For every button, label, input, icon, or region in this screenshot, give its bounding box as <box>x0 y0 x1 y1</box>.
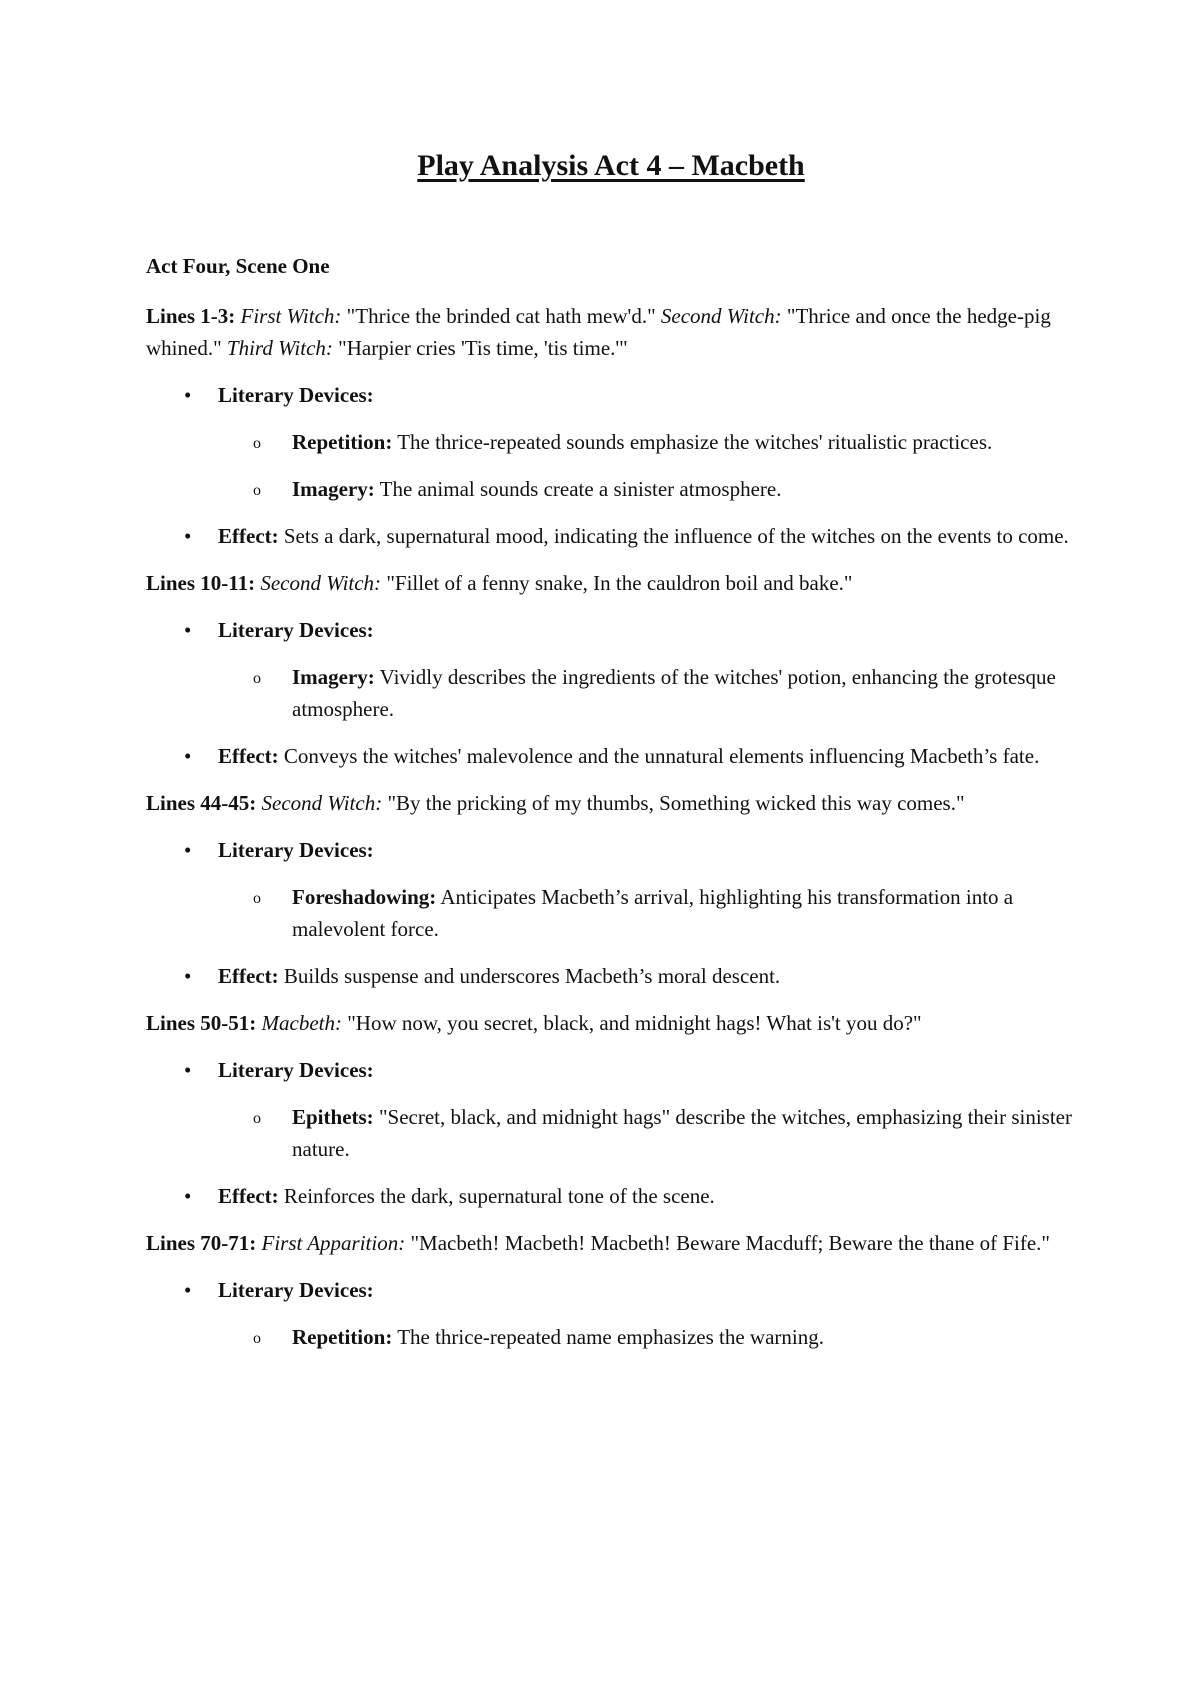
entry-quote <box>146 567 1076 599</box>
speaker-name: Macbeth: <box>261 1011 342 1035</box>
page-title: Play Analysis Act 4 – Macbeth <box>417 149 805 182</box>
literary-devices-label: Literary Devices: <box>218 1058 374 1082</box>
effect-bullet <box>146 1180 1076 1212</box>
speaker-name: Second Witch: <box>261 791 383 815</box>
effect-bullet <box>146 960 1076 992</box>
device-name: Foreshadowing: <box>292 885 437 909</box>
device-item <box>146 1101 1076 1165</box>
effect-text: Builds suspense and underscores Macbeth’s moral descent. <box>278 964 781 988</box>
device-name: Epithets: <box>292 1105 374 1129</box>
literary-devices-bullet <box>146 1054 1076 1086</box>
quote-text: "How now, you secret, black, and midnight hags! What is't you do?" <box>341 1011 922 1035</box>
line-reference: Lines 44-45: <box>146 791 257 815</box>
line-reference: Lines 70-71: <box>146 1231 257 1255</box>
effect-label: Effect: <box>218 964 279 988</box>
device-name: Repetition: <box>292 1325 393 1349</box>
effect-bullet <box>146 520 1076 552</box>
device-text: Vividly describes the ingredients of the witches' potion, enhancing the grotesque atmosphere. <box>292 665 1056 721</box>
device-text: The thrice-repeated sounds emphasize the witches' ritualistic practices. <box>392 430 993 454</box>
literary-devices-label: Literary Devices: <box>218 618 374 642</box>
literary-devices-bullet <box>146 614 1076 646</box>
device-name: Imagery: <box>292 477 375 501</box>
device-name: Repetition: <box>292 430 393 454</box>
speaker-name: Third Witch: <box>226 336 333 360</box>
device-name: Imagery: <box>292 665 375 689</box>
effect-text: Reinforces the dark, supernatural tone of the scene. <box>278 1184 715 1208</box>
line-reference: Lines 50-51: <box>146 1011 257 1035</box>
literary-devices-bullet <box>146 1274 1076 1306</box>
literary-devices-label: Literary Devices: <box>218 383 374 407</box>
entry-quote <box>146 787 1076 819</box>
line-reference: Lines 1-3: <box>146 304 236 328</box>
quote-text: "By the pricking of my thumbs, Something wicked this way comes." <box>382 791 965 815</box>
device-item <box>146 661 1076 725</box>
quote-text: "Thrice and once the hedge-pig whined." <box>146 304 1051 360</box>
literary-devices-label: Literary Devices: <box>218 838 374 862</box>
speaker-name: First Witch: <box>240 304 342 328</box>
device-text: The thrice-repeated name emphasizes the warning. <box>392 1325 824 1349</box>
quote-text: "Macbeth! Macbeth! Macbeth! Beware Macduff; Beware the thane of Fife." <box>405 1231 1050 1255</box>
effect-text: Conveys the witches' malevolence and the unnatural elements influencing Macbeth’s fate. <box>278 744 1040 768</box>
device-text: The animal sounds create a sinister atmosphere. <box>374 477 782 501</box>
effect-bullet <box>146 740 1076 772</box>
literary-devices-bullet <box>146 834 1076 866</box>
effect-label: Effect: <box>218 744 279 768</box>
device-item <box>146 1321 1076 1353</box>
speaker-name: First Apparition: <box>261 1231 406 1255</box>
device-item <box>146 426 1076 458</box>
speaker-name: Second Witch: <box>660 304 782 328</box>
effect-label: Effect: <box>218 524 279 548</box>
speaker-name: Second Witch: <box>260 571 382 595</box>
literary-devices-label: Literary Devices: <box>218 1278 374 1302</box>
quote-text: "Harpier cries 'Tis time, 'tis time.'" <box>332 336 628 360</box>
entry-quote <box>146 1007 1076 1039</box>
scene-heading: Act Four, Scene One <box>146 254 330 278</box>
analysis-entries <box>146 300 1076 1368</box>
device-item <box>146 473 1076 505</box>
effect-text: Sets a dark, supernatural mood, indicating the influence of the witches on the events to come. <box>278 524 1069 548</box>
line-reference: Lines 10-11: <box>146 571 256 595</box>
entry-quote <box>146 1227 1076 1259</box>
quote-text: "Fillet of a fenny snake, In the cauldron boil and bake." <box>381 571 853 595</box>
device-item <box>146 881 1076 945</box>
quote-text: "Thrice the brinded cat hath mew'd." <box>341 304 661 328</box>
effect-label: Effect: <box>218 1184 279 1208</box>
device-text: Anticipates Macbeth’s arrival, highlighting his transformation into a malevolent force. <box>292 885 1014 941</box>
literary-devices-bullet <box>146 379 1076 411</box>
device-text: "Secret, black, and midnight hags" describe the witches, emphasizing their sinister nature. <box>292 1105 1072 1161</box>
entry-quote <box>146 300 1076 364</box>
